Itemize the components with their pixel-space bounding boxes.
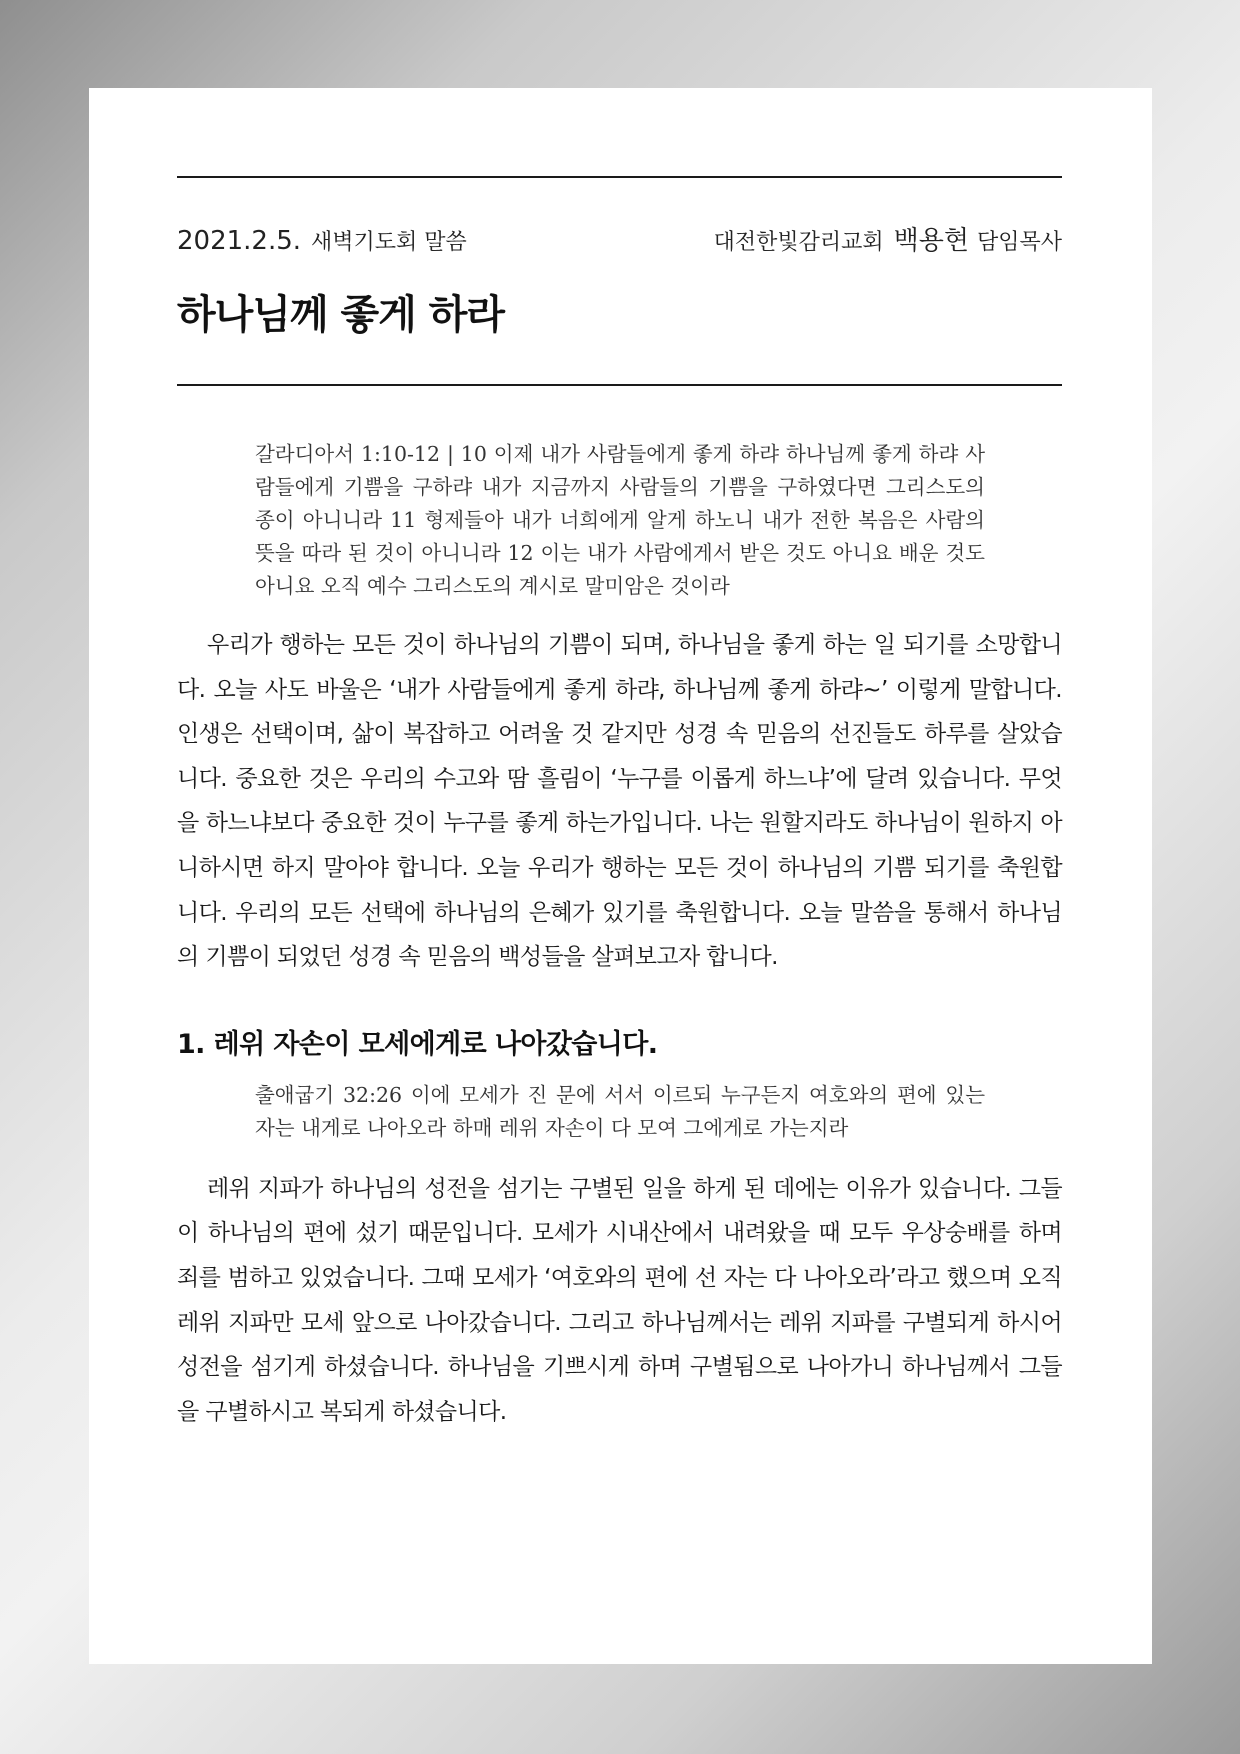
title-rule [177, 384, 1062, 386]
scripture-passage: 갈라디아서 1:10-12 | 10 이제 내가 사람들에게 좋게 하랴 하나님께 좋게 하랴 사람들에게 기쁨을 구하랴 내가 지금까지 사람들의 기쁨을 구하였다면 그리스도의 종이 아니니라 11 형제들아 내가 너희에게 알게 하노니 내가 전한 복음은 사람의 뜻을 따라 된 것이 아니니라 12 이는 내가 사람에게서 받은 것도 아니요 배운 것도 아니요 오직 예수 그리스도의 계시로 말미암은 것이라 [255, 442, 985, 598]
header-left [177, 225, 467, 256]
document-content [177, 176, 1062, 1434]
pastor-name: 백용현 [893, 226, 969, 256]
header-right [714, 220, 1062, 257]
intro-paragraph: 우리가 행하는 모든 것이 하나님의 기쁨이 되며, 하나님을 좋게 하는 일 되기를 소망합니다. 오늘 사도 바울은 ‘내가 사람들에게 좋게 하랴, 하나님께 좋게 하랴~’ 이렇게 말합니다. 인생은 선택이며, 삶이 복잡하고 어려울 것 같지만 성경 속 믿음의 선진들도 하루를 살았습니다. 중요한 것은 우리의 수고와 땀 흘림이 ‘누구를 이롭게 하느냐’에 달려 있습니다. 무엇을 하느냐보다 중요한 것이 누구를 좋게 하는가입니다. 나는 원할지라도 하나님이 원하지 아니하시면 하지 말아야 합니다. 오늘 우리가 행하는 모든 것이 하나님의 기쁨 되기를 축원합니다. 우리의 모든 선택에 하나님의 은혜가 있기를 축원합니다. 오늘 말씀을 통해서 하나님의 기쁨이 되었던 성경 속 믿음의 백성들을 살펴보고자 합니다. [177, 632, 1062, 971]
sermon-title: 하나님께 좋게 하라 [177, 292, 504, 338]
service-name: 새벽기도회 말씀 [311, 230, 467, 255]
sermon-date: 2021.2.5. [177, 226, 302, 256]
section-scripture: 출애굽기 32:26 이에 모세가 진 문에 서서 이르되 누구든지 여호와의 편에 있는 자는 내게로 나아오라 하매 레위 자손이 다 모여 그에게로 가는지라 [255, 1082, 985, 1140]
pastor-role: 담임목사 [976, 230, 1062, 255]
header-row [177, 220, 1062, 257]
top-rule [177, 176, 1062, 178]
church-name: 대전한빛감리교회 [713, 230, 884, 255]
document-page [89, 88, 1152, 1664]
section-heading: 1. 레위 자손이 모세에게로 나아갔습니다. [177, 1028, 658, 1060]
section-paragraph: 레위 지파가 하나님의 성전을 섬기는 구별된 일을 하게 된 데에는 이유가 있습니다. 그들이 하나님의 편에 섰기 때문입니다. 모세가 시내산에서 내려왔을 때 모두 우상숭배를 하며 죄를 범하고 있었습니다. 그때 모세가 ‘여호와의 편에 선 자는 다 나아오라’라고 했으며 오직 레위 지파만 모세 앞으로 나아갔습니다. 그리고 하나님께서는 레위 지파를 구별되게 하시어 성전을 섬기게 하셨습니다. 하나님을 기쁘시게 하며 구별됨으로 나아가니 하나님께서 그들을 구별하시고 복되게 하셨습니다. [177, 1175, 1062, 1425]
